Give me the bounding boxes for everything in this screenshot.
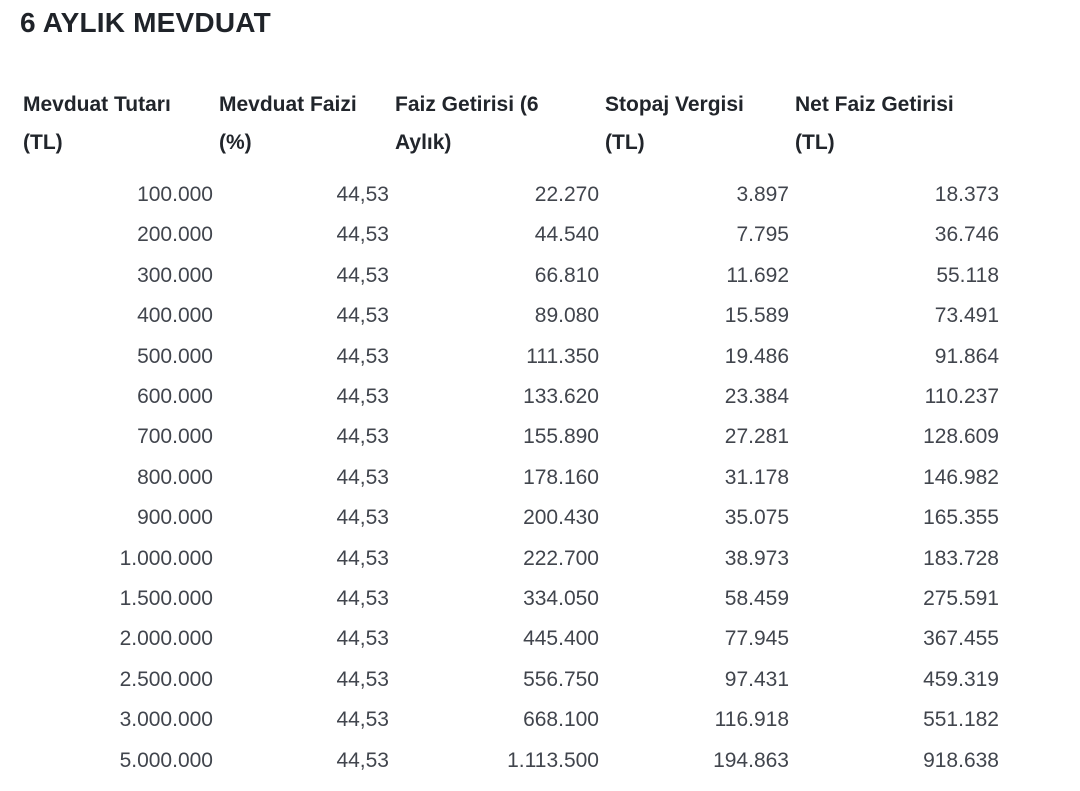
- table-cell: 55.118: [936, 263, 999, 287]
- table-row: [20, 498, 1002, 538]
- page-title: 6 AYLIK MEVDUAT: [20, 7, 271, 38]
- column-header-net-faiz-getirisi: [792, 86, 1002, 175]
- table-cell: 23.384: [724, 385, 789, 409]
- column-header-unit: (TL): [795, 131, 835, 154]
- column-header-unit: (%): [219, 131, 252, 154]
- table-cell: 194.863: [713, 748, 789, 772]
- column-header-label: Faiz Getirisi (6: [395, 93, 539, 116]
- table-cell: 900.000: [137, 506, 213, 530]
- table-cell: 1.113.500: [507, 748, 599, 772]
- table-cell: 110.237: [924, 385, 999, 409]
- table-cell: 22.270: [534, 183, 599, 206]
- table-cell: 556.750: [523, 667, 599, 691]
- table-cell: 44,53: [336, 587, 389, 611]
- table-cell: 155.890: [523, 425, 599, 449]
- table-cell: 3.000.000: [119, 708, 213, 732]
- table-cell: 1.000.000: [119, 546, 213, 570]
- table-cell: 44,53: [336, 263, 389, 287]
- table-cell: 44,53: [336, 667, 389, 691]
- table-cell: 44,53: [336, 425, 389, 449]
- table-cell: 128.609: [923, 425, 999, 449]
- table-cell: 459.319: [923, 667, 999, 691]
- table-cell: 7.795: [736, 223, 789, 247]
- table-cell: 500.000: [137, 344, 213, 368]
- table-cell: 44,53: [336, 708, 389, 732]
- table-cell: 89.080: [534, 304, 599, 328]
- table-row: [20, 337, 1002, 377]
- table-cell: 1.500.000: [119, 587, 213, 611]
- table-cell: 165.355: [923, 506, 999, 530]
- table-row: [20, 579, 1002, 619]
- table-cell: 11.692: [726, 263, 789, 287]
- table-row: [20, 660, 1002, 700]
- table-cell: 44,53: [336, 223, 389, 247]
- table-cell: 44.540: [534, 223, 599, 247]
- table-cell: 44,53: [336, 304, 389, 328]
- table-row: [20, 741, 1002, 781]
- table-cell: 44,53: [336, 506, 389, 530]
- table-cell: 100.000: [137, 183, 213, 206]
- table-row: [20, 700, 1002, 740]
- table-cell: 334.050: [523, 587, 599, 611]
- column-header-mevduat-tutari: [20, 86, 216, 175]
- deposit-table: [20, 86, 1002, 781]
- column-header-mevduat-faizi: [216, 86, 392, 175]
- table-cell: 97.431: [724, 667, 789, 691]
- table-row: [20, 377, 1002, 417]
- column-header-label: Mevduat Faizi: [219, 93, 357, 116]
- table-row: [20, 175, 1002, 215]
- table-cell: 700.000: [137, 425, 213, 449]
- table-cell: 551.182: [923, 708, 999, 732]
- table-cell: 18.373: [934, 183, 999, 206]
- table-cell: 183.728: [923, 546, 999, 570]
- table-cell: 200.430: [523, 506, 599, 530]
- table-row: [20, 256, 1002, 296]
- table-cell: 73.491: [934, 304, 999, 328]
- table-cell: 44,53: [336, 627, 389, 651]
- table-header-row: [20, 86, 1002, 175]
- table-cell: 200.000: [137, 223, 213, 247]
- table-row: [20, 539, 1002, 579]
- table-cell: 27.281: [724, 425, 789, 449]
- table-row: [20, 215, 1002, 255]
- table-cell: 300.000: [137, 263, 213, 287]
- table-cell: 44,53: [336, 183, 389, 206]
- table-cell: 31.178: [724, 465, 789, 489]
- table-cell: 275.591: [923, 587, 999, 611]
- table-row: [20, 458, 1002, 498]
- column-header-faiz-getirisi: [392, 86, 602, 175]
- table-row: [20, 296, 1002, 336]
- column-header-stopaj-vergisi: [602, 86, 792, 175]
- table-cell: 3.897: [736, 183, 789, 206]
- table-cell: 36.746: [934, 223, 999, 247]
- table-header: [20, 86, 1002, 175]
- column-header-unit: (TL): [605, 131, 645, 154]
- table-cell: 19.486: [724, 344, 789, 368]
- table-cell: 38.973: [724, 546, 789, 570]
- table-cell: 918.638: [923, 748, 999, 772]
- table-cell: 77.945: [724, 627, 789, 651]
- table-cell: 44,53: [336, 465, 389, 489]
- table-cell: 800.000: [137, 465, 213, 489]
- table-cell: 367.455: [923, 627, 999, 651]
- table-cell: 668.100: [523, 708, 599, 732]
- table-cell: 44,53: [336, 385, 389, 409]
- table-cell: 111.350: [526, 344, 599, 368]
- table-cell: 44,53: [336, 344, 389, 368]
- column-header-label: Net Faiz Getirisi: [795, 93, 954, 116]
- table-row: [20, 417, 1002, 457]
- table-cell: 116.918: [714, 708, 789, 732]
- table-cell: 133.620: [523, 385, 599, 409]
- table-cell: 5.000.000: [119, 748, 213, 772]
- column-header-label: Mevduat Tutarı: [23, 93, 171, 116]
- table-cell: 146.982: [923, 465, 999, 489]
- table-cell: 2.500.000: [119, 667, 213, 691]
- column-header-unit: Aylık): [395, 131, 452, 154]
- table-cell: 2.000.000: [119, 627, 213, 651]
- table-cell: 44,53: [336, 546, 389, 570]
- table-cell: 222.700: [523, 546, 599, 570]
- table-cell: 445.400: [523, 627, 599, 651]
- table-cell: 44,53: [336, 748, 389, 772]
- column-header-label: Stopaj Vergisi: [605, 93, 744, 116]
- table-cell: 15.589: [724, 304, 789, 328]
- column-header-unit: (TL): [23, 131, 63, 154]
- table-cell: 91.864: [934, 344, 999, 368]
- table-cell: 58.459: [724, 587, 789, 611]
- table-body: [20, 175, 1002, 781]
- table-row: [20, 619, 1002, 659]
- table-cell: 600.000: [137, 385, 213, 409]
- table-cell: 66.810: [534, 263, 599, 287]
- table-cell: 400.000: [137, 304, 213, 328]
- table-cell: 35.075: [724, 506, 789, 530]
- table-cell: 178.160: [523, 465, 599, 489]
